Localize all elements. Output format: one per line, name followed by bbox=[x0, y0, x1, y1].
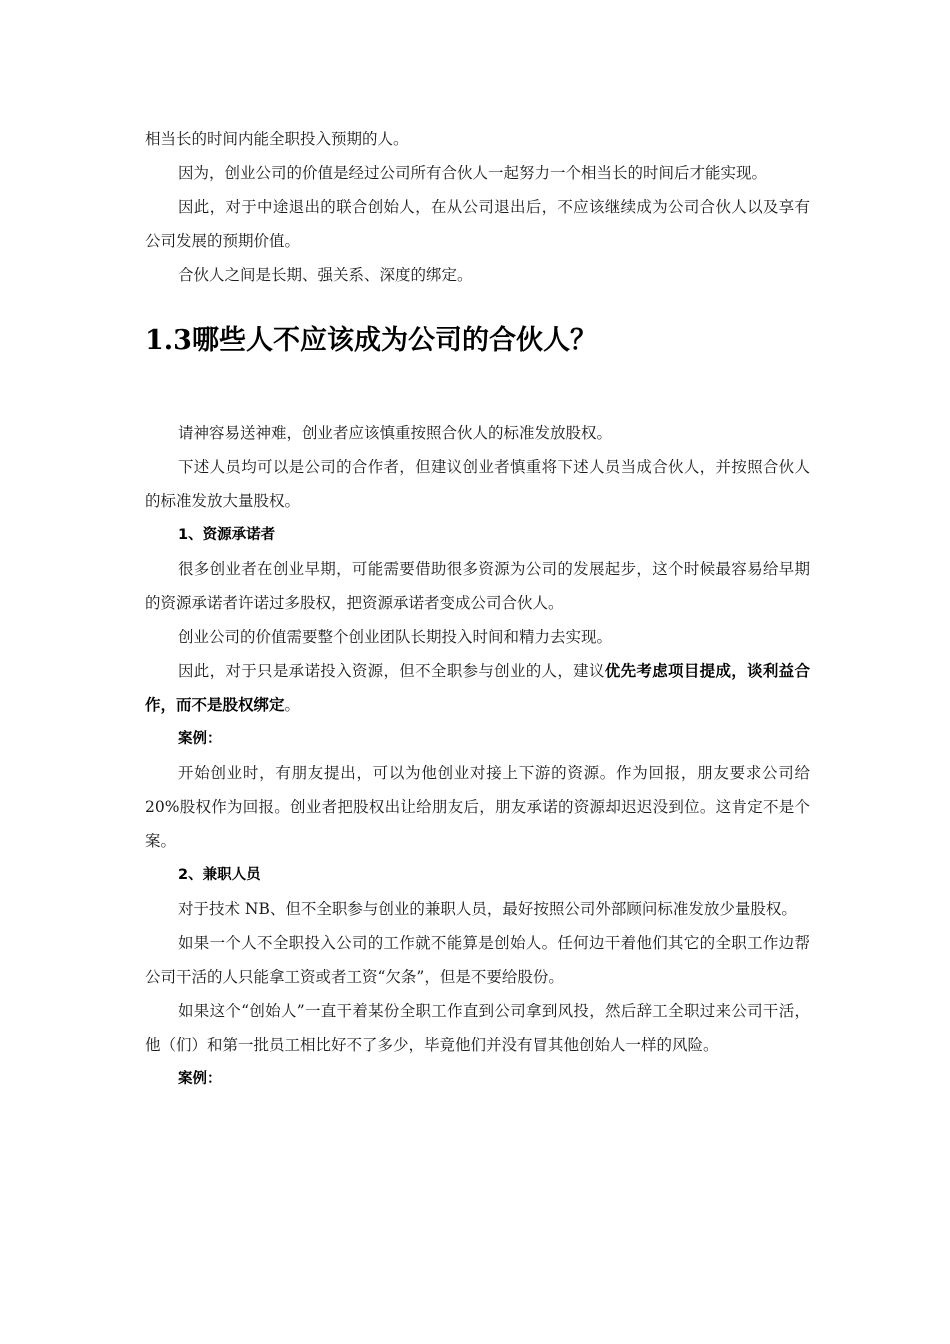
case-label: 案例： bbox=[178, 731, 222, 747]
text-run: 。 bbox=[284, 696, 301, 714]
paragraph-case: 开始创业时，有朋友提出，可以为他创业对接上下游的资源。作为回报，朋友要求公司给 20%股权作为回报。创业者把股权出让给朋友后，朋友承诺的资源却迟迟没到位。这肯定不是个案。 bbox=[145, 764, 810, 850]
paragraph-with-emphasis bbox=[145, 654, 810, 722]
paragraph: 如果一个人不全职投入公司的工作就不能算是创始人。任何边干着他们其它的全职工作边帮公司干活的人只能拿工资或者工资“欠条”，但是不要给股份。 bbox=[145, 934, 810, 986]
case-label: 案例： bbox=[178, 1071, 222, 1087]
paragraph: 对于技术 NB、但不全职参与创业的兼职人员，最好按照公司外部顾问标准发放少量股权。 bbox=[178, 900, 797, 918]
paragraph: 如果这个“创始人”一直干着某份全职工作直到公司拿到风投，然后辞工全职过来公司干活，他（们）和第一批员工相比好不了多少，毕竟他们并没有冒其他创始人一样的风险。 bbox=[145, 1002, 810, 1054]
paragraph: 因此，对于中途退出的联合创始人，在从公司退出后，不应该继续成为公司合伙人以及享有公司发展的预期价值。 bbox=[145, 198, 810, 250]
paragraph: 合伙人之间是长期、强关系、深度的绑定。 bbox=[178, 266, 473, 284]
document-body bbox=[145, 122, 810, 1096]
paragraph-continuation: 相当长的时间内能全职投入预期的人。 bbox=[145, 130, 409, 148]
subsection-title-resource-promisers: 1、资源承诺者 bbox=[178, 527, 276, 543]
spacer bbox=[145, 368, 810, 416]
paragraph: 下述人员均可以是公司的合作者，但建议创业者慎重将下述人员当成合伙人，并按照合伙人的标准发放大量股权。 bbox=[145, 458, 810, 510]
text-run: 因此，对于只是承诺投入资源，但不全职参与创业的人，建议 bbox=[178, 662, 605, 680]
subsection-title-part-time: 2、兼职人员 bbox=[178, 867, 261, 883]
emphasis-text: 优先考虑项目提成，谈利益合作，而不是股权绑定 bbox=[145, 661, 810, 714]
paragraph: 创业公司的价值需要整个创业团队长期投入时间和精力去实现。 bbox=[178, 628, 613, 646]
paragraph: 因为，创业公司的价值是经过公司所有合伙人一起努力一个相当长的时间后才能实现。 bbox=[178, 164, 768, 182]
paragraph: 很多创业者在创业早期，可能需要借助很多资源为公司的发展起步，这个时候最容易给早期的资源承诺者许诺过多股权，把资源承诺者变成公司合伙人。 bbox=[145, 560, 810, 612]
paragraph: 请神容易送神难，创业者应该慎重按照合伙人的标准发放股权。 bbox=[178, 424, 613, 442]
section-heading: 1.3哪些人不应该成为公司的合伙人？ bbox=[145, 325, 597, 356]
